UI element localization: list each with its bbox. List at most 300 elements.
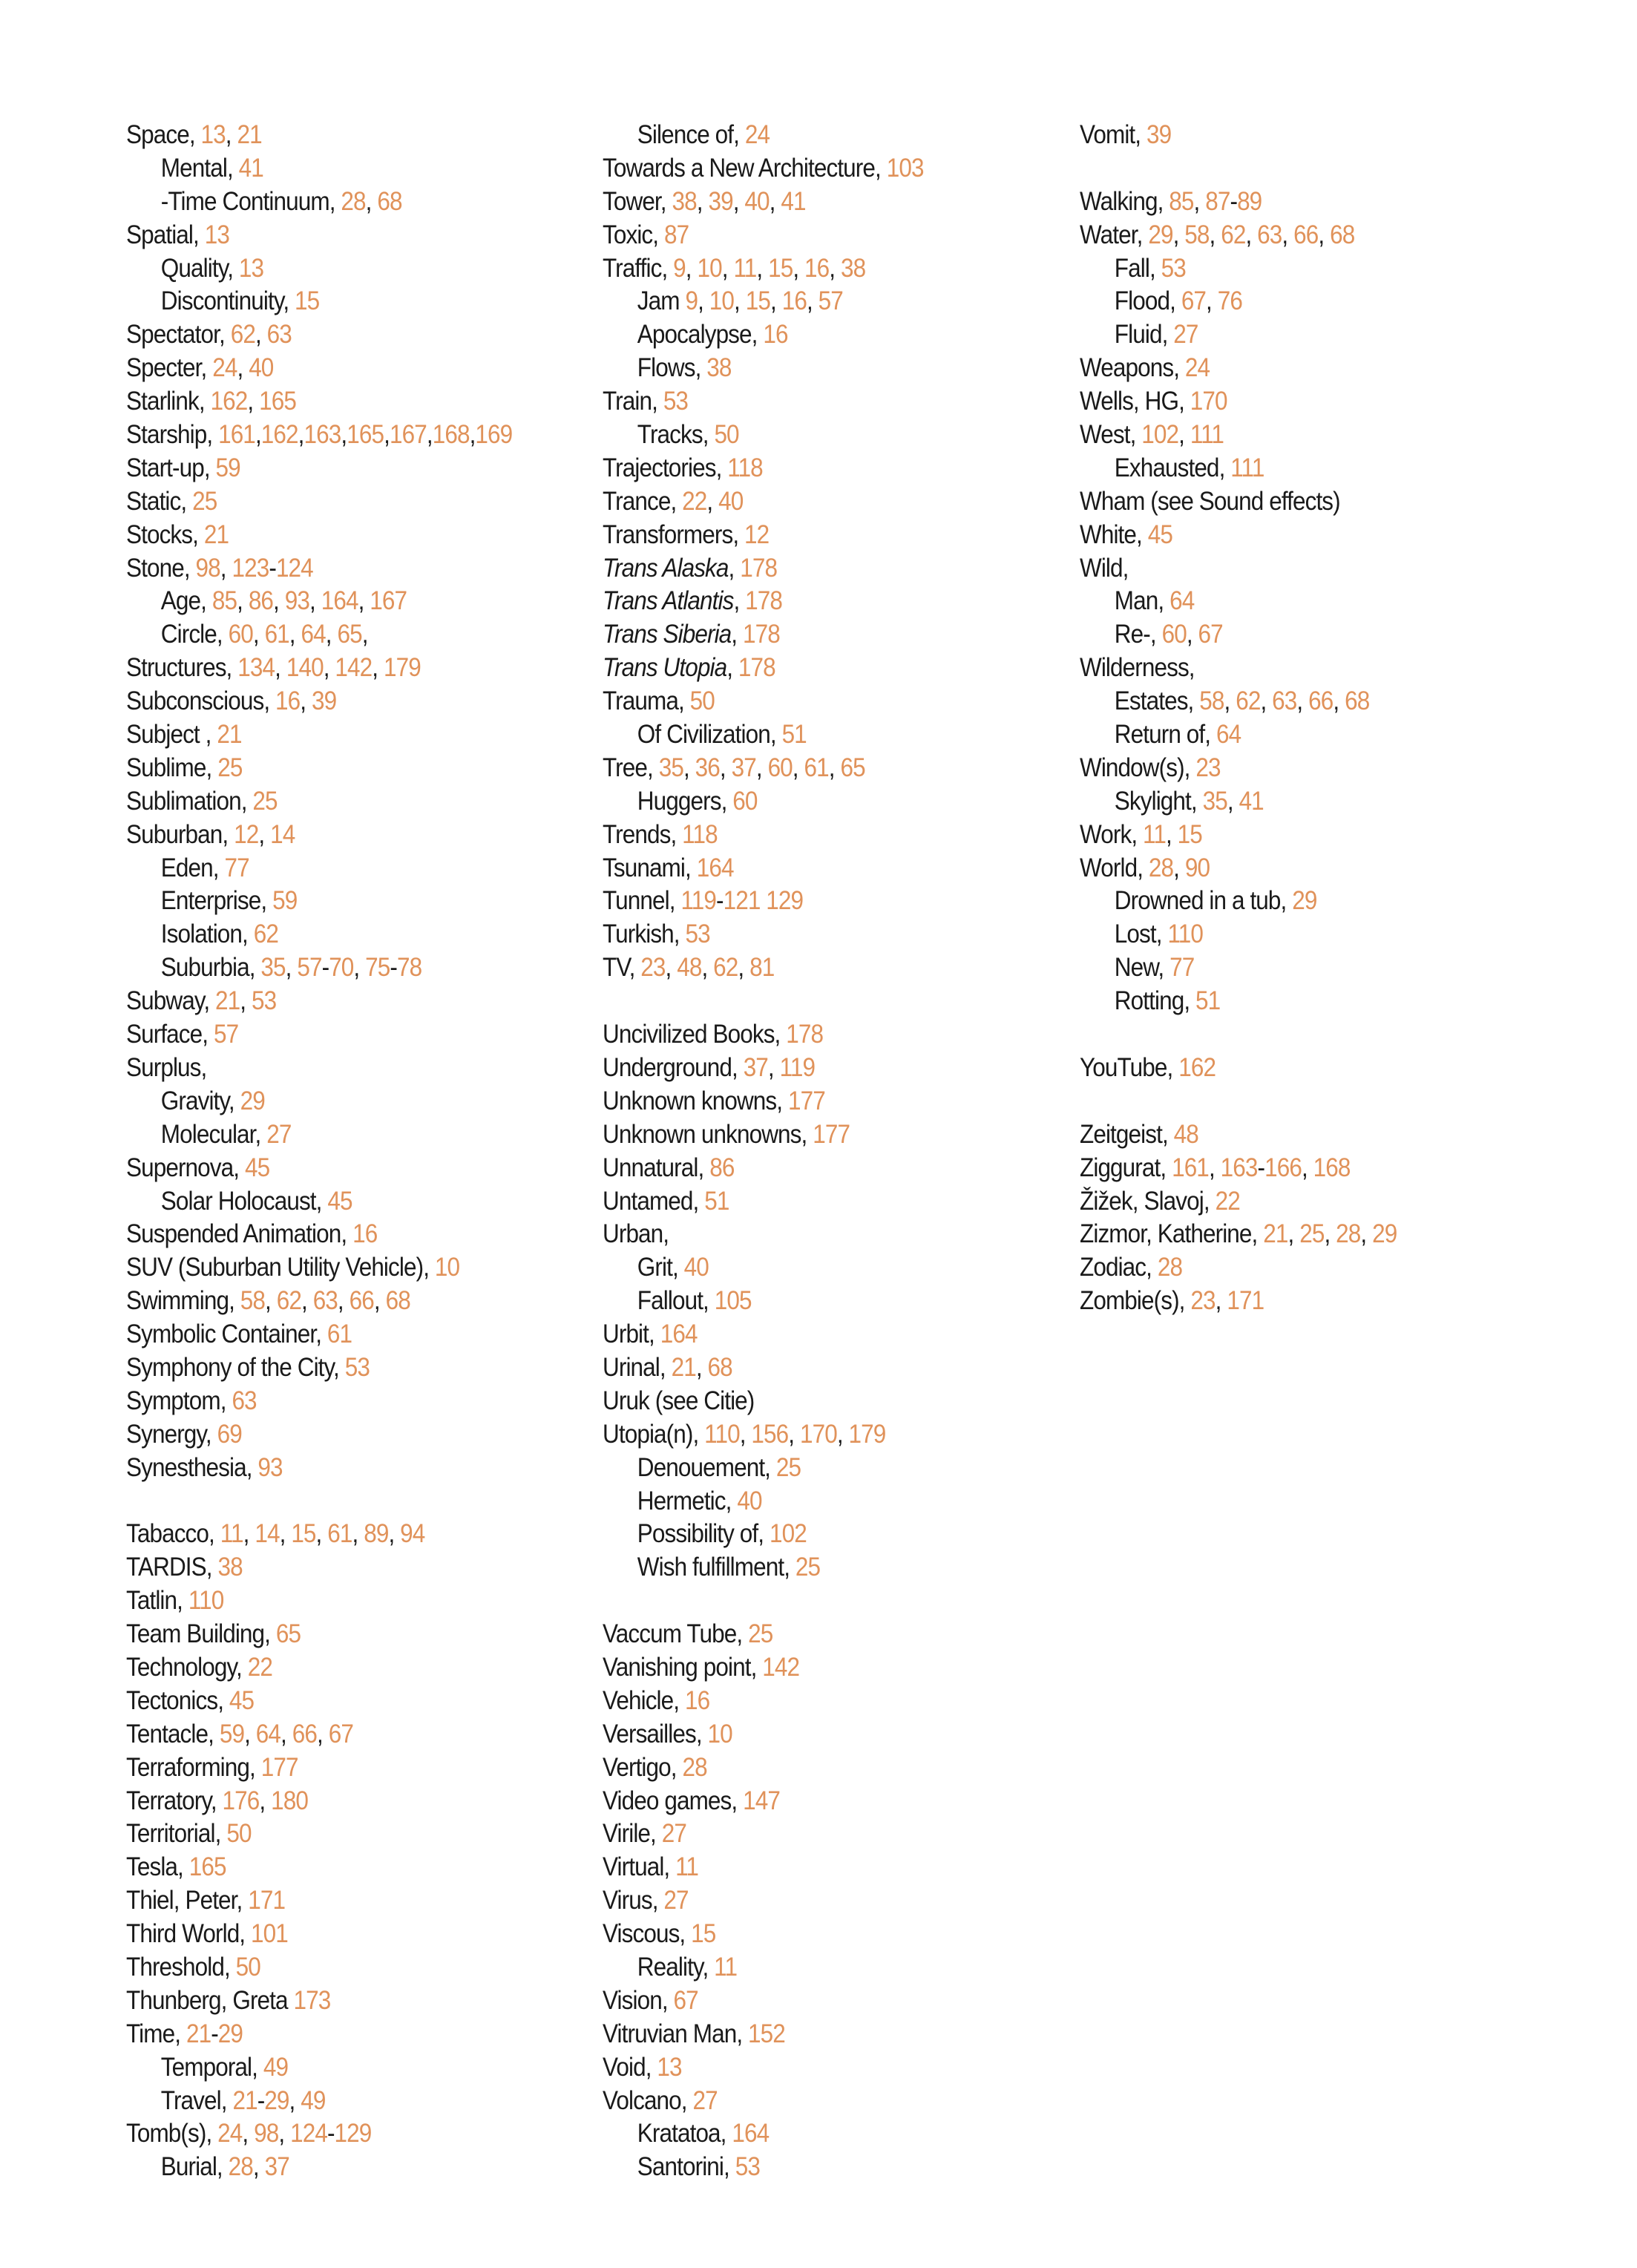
page-reference[interactable]: 68 xyxy=(1345,686,1370,716)
page-reference[interactable]: 10 xyxy=(434,1253,460,1282)
page-reference[interactable]: 48 xyxy=(677,953,702,983)
page-reference[interactable]: 21 xyxy=(215,986,240,1016)
index-term: Wild xyxy=(1080,553,1123,583)
index-term: Subway xyxy=(126,986,204,1016)
page-reference[interactable]: 58 xyxy=(1184,220,1210,249)
page-reference[interactable]: 27 xyxy=(266,1119,292,1149)
page-reference[interactable]: 77 xyxy=(224,853,249,882)
page-reference[interactable]: 170 xyxy=(1190,387,1227,416)
page-reference[interactable]: 37 xyxy=(731,753,756,782)
index-term: Huggers xyxy=(637,786,721,816)
page-reference[interactable]: 75 xyxy=(365,953,390,983)
index-entry: Vanishing point, 142 xyxy=(603,1652,800,1682)
page-reference[interactable]: 40 xyxy=(737,1486,762,1515)
index-subentry: Of Civilization, 51 xyxy=(637,720,807,750)
page-reference[interactable]: 63 xyxy=(266,320,292,350)
page-reference[interactable]: 57 xyxy=(297,953,322,983)
page-reference[interactable]: 13 xyxy=(204,220,229,249)
index-term: Technology xyxy=(126,1652,237,1682)
page-reference[interactable]: 178 xyxy=(740,553,778,583)
page-reference[interactable]: 41 xyxy=(238,153,263,183)
page-reference[interactable]: 178 xyxy=(738,653,775,683)
page-reference[interactable]: 167 xyxy=(389,420,427,450)
page-reference[interactable]: 87 xyxy=(663,220,689,249)
page-reference[interactable]: 25 xyxy=(1299,1219,1325,1249)
page-reference[interactable]: 28 xyxy=(228,2152,253,2182)
page-reference[interactable]: 45 xyxy=(1147,520,1172,549)
page-reference[interactable]: 64 xyxy=(255,1719,281,1748)
page-reference[interactable]: 61 xyxy=(327,1320,352,1349)
page-reference[interactable]: 87 xyxy=(1205,186,1230,216)
page-reference[interactable]: 21 xyxy=(1263,1219,1288,1249)
page-reference[interactable]: 38 xyxy=(706,353,732,383)
index-subentry: Fall, 53 xyxy=(1114,253,1186,283)
page-reference[interactable]: 40 xyxy=(744,186,770,216)
page-reference[interactable]: 76 xyxy=(1217,286,1243,316)
index-subentry: Denouement, 25 xyxy=(637,1452,801,1482)
page-reference[interactable]: 90 xyxy=(1184,853,1210,882)
page-reference[interactable]: 57 xyxy=(818,286,843,316)
page-reference[interactable]: 59 xyxy=(219,1719,245,1748)
page-reference[interactable]: 28 xyxy=(341,186,366,216)
page-reference[interactable]: 29 xyxy=(217,2019,243,2048)
page-reference[interactable]: 66 xyxy=(292,1719,317,1748)
page-reference[interactable]: 58 xyxy=(1199,686,1224,716)
page-reference[interactable]: 15 xyxy=(768,253,793,283)
index-term: Age xyxy=(160,586,201,616)
page-reference[interactable]: 61 xyxy=(804,753,829,782)
page-reference[interactable]: 152 xyxy=(748,2019,785,2048)
page-reference[interactable]: 29 xyxy=(1292,886,1317,916)
page-reference[interactable]: 121 xyxy=(723,886,761,916)
page-reference[interactable]: 156 xyxy=(751,1419,789,1449)
page-reference[interactable]: 67 xyxy=(1181,286,1207,316)
page-reference[interactable]: 24 xyxy=(217,2119,243,2149)
page-reference[interactable]: 28 xyxy=(1336,1219,1361,1249)
page-reference[interactable]: 40 xyxy=(683,1253,709,1282)
page-reference[interactable]: 23 xyxy=(640,953,666,983)
page-reference[interactable]: 165 xyxy=(259,387,296,416)
page-reference[interactable]: 147 xyxy=(743,1786,780,1815)
index-term: -Time Continuum xyxy=(160,186,329,216)
page-reference[interactable]: 41 xyxy=(1239,786,1264,816)
page-reference[interactable]: 98 xyxy=(195,553,220,583)
page-reference[interactable]: 94 xyxy=(400,1519,425,1549)
page-reference[interactable]: 64 xyxy=(1169,586,1195,616)
page-reference[interactable]: 85 xyxy=(211,586,237,616)
index-term: Traffic xyxy=(603,253,662,283)
page-reference[interactable]: 62 xyxy=(253,920,278,949)
page-reference[interactable]: 53 xyxy=(344,1352,370,1382)
page-reference[interactable]: 177 xyxy=(260,1752,298,1782)
page-reference[interactable]: 89 xyxy=(1237,186,1262,216)
page-reference[interactable]: 58 xyxy=(240,1286,266,1316)
page-reference[interactable]: 102 xyxy=(1141,420,1179,450)
page-reference[interactable]: 35 xyxy=(658,753,683,782)
page-reference[interactable]: 41 xyxy=(781,186,806,216)
index-term: Suburban xyxy=(126,819,223,849)
page-reference[interactable]: 37 xyxy=(264,2152,289,2182)
page-reference[interactable]: 11 xyxy=(220,1519,243,1549)
page-reference[interactable]: 39 xyxy=(1146,120,1172,149)
page-reference[interactable]: 28 xyxy=(682,1752,707,1782)
page-reference[interactable]: 166 xyxy=(1264,1153,1302,1182)
page-reference[interactable]: 119 xyxy=(680,886,716,916)
page-reference[interactable]: 25 xyxy=(795,1553,821,1582)
index-subentry: Fallout, 105 xyxy=(637,1286,752,1316)
page-reference[interactable]: 66 xyxy=(1293,220,1319,249)
page-reference[interactable]: 53 xyxy=(1161,253,1186,283)
page-reference[interactable]: 45 xyxy=(229,1685,255,1715)
page-reference[interactable]: 81 xyxy=(749,953,775,983)
index-entry: Virus, 27 xyxy=(603,1886,689,1915)
page-reference[interactable]: 45 xyxy=(327,1186,352,1216)
page-reference[interactable]: 142 xyxy=(335,653,373,683)
page-reference[interactable]: 162 xyxy=(260,420,298,450)
page-reference[interactable]: 29 xyxy=(1148,220,1173,249)
page-reference[interactable]: 14 xyxy=(255,1519,280,1549)
index-term: Threshold xyxy=(126,1952,224,1982)
index-subentry: Kratatoa, 164 xyxy=(637,2119,770,2149)
page-reference[interactable]: 66 xyxy=(349,1286,374,1316)
index-entry: Work, 11, 15 xyxy=(1080,819,1202,849)
page-reference[interactable]: 29 xyxy=(264,2085,289,2115)
page-reference[interactable]: 29 xyxy=(240,1086,265,1115)
page-reference[interactable]: 40 xyxy=(249,353,274,383)
page-reference[interactable]: 178 xyxy=(745,586,783,616)
index-subentry: Travel, 21-29, 49 xyxy=(160,2085,326,2115)
page-reference[interactable]: 119 xyxy=(779,1052,816,1082)
page-reference[interactable]: 140 xyxy=(286,653,324,683)
page-reference[interactable]: 63 xyxy=(1257,220,1282,249)
page-reference[interactable]: 123 xyxy=(232,553,269,583)
index-term: Tomb(s) xyxy=(126,2119,206,2149)
page-reference[interactable]: 51 xyxy=(704,1186,729,1216)
page-reference[interactable]: 16 xyxy=(763,320,788,350)
page-reference[interactable]: 9 xyxy=(685,286,698,316)
page-reference[interactable]: 124 xyxy=(275,553,313,583)
page-reference[interactable]: 178 xyxy=(786,1020,824,1049)
index-term: West xyxy=(1080,420,1130,450)
page-reference[interactable]: 21 xyxy=(237,120,262,149)
page-reference[interactable]: 23 xyxy=(1195,753,1221,782)
page-reference[interactable]: 25 xyxy=(217,753,243,782)
page-reference[interactable]: 179 xyxy=(848,1419,886,1449)
page-reference[interactable]: 22 xyxy=(247,1652,272,1682)
index-term: Virus xyxy=(603,1886,652,1915)
page-reference[interactable]: 59 xyxy=(272,886,298,916)
page-reference[interactable]: 22 xyxy=(682,486,707,516)
page-reference[interactable]: 179 xyxy=(383,653,421,683)
page-reference[interactable]: 63 xyxy=(1272,686,1297,716)
page-reference[interactable]: 177 xyxy=(787,1086,825,1115)
page-reference[interactable]: 60 xyxy=(228,620,253,649)
page-reference[interactable]: 67 xyxy=(673,1985,698,2015)
page-reference[interactable]: 62 xyxy=(230,320,255,350)
page-reference[interactable]: 12 xyxy=(234,819,259,849)
index-entry: Wilderness, xyxy=(1080,653,1195,683)
page-reference[interactable]: 50 xyxy=(689,686,715,716)
index-term: Fallout xyxy=(637,1286,703,1316)
page-reference[interactable]: 50 xyxy=(235,1952,260,1982)
index-term: Trans Atlantis xyxy=(603,586,734,616)
page-reference[interactable]: 37 xyxy=(743,1052,768,1082)
index-entry: Urbit, 164 xyxy=(603,1320,698,1349)
page-reference[interactable]: 164 xyxy=(321,586,358,616)
page-reference[interactable]: 21 xyxy=(671,1352,696,1382)
page-reference[interactable]: 51 xyxy=(781,720,807,750)
page-reference[interactable]: 170 xyxy=(799,1419,837,1449)
page-reference[interactable]: 13 xyxy=(200,120,226,149)
index-term: Surplus xyxy=(126,1052,201,1082)
page-reference[interactable]: 62 xyxy=(276,1286,301,1316)
page-reference[interactable]: 65 xyxy=(840,753,865,782)
page-reference[interactable]: 24 xyxy=(212,353,237,383)
page-reference[interactable]: 85 xyxy=(1169,186,1194,216)
index-entry: Wild, xyxy=(1080,553,1129,583)
page-reference[interactable]: 38 xyxy=(217,1553,243,1582)
page-reference[interactable]: 53 xyxy=(735,2152,760,2182)
page-reference[interactable]: 35 xyxy=(260,953,286,983)
page-reference[interactable]: 16 xyxy=(275,686,301,716)
index-entry: Starship, 161,162,163,165,167,168,169 xyxy=(126,420,513,450)
page-reference[interactable]: 50 xyxy=(714,420,739,450)
page-reference[interactable]: 173 xyxy=(293,1985,331,2015)
page-reference[interactable]: 53 xyxy=(251,986,277,1016)
page-reference[interactable]: 67 xyxy=(328,1719,353,1748)
page-reference[interactable]: 89 xyxy=(364,1519,389,1549)
page-reference[interactable]: 28 xyxy=(1148,853,1174,882)
page-reference[interactable]: 12 xyxy=(744,520,770,549)
page-reference[interactable]: 110 xyxy=(188,1586,224,1616)
page-reference[interactable]: 16 xyxy=(781,286,807,316)
page-reference[interactable]: 171 xyxy=(248,1886,286,1915)
page-reference[interactable]: 59 xyxy=(215,453,240,482)
page-reference[interactable]: 10 xyxy=(707,1719,732,1748)
page-reference[interactable]: 164 xyxy=(660,1320,698,1349)
index-subentry: Age, 85, 86, 93, 164, 167 xyxy=(160,586,407,616)
page-reference[interactable]: 38 xyxy=(840,253,866,283)
page-reference[interactable]: 57 xyxy=(213,1020,239,1049)
page-reference[interactable]: 118 xyxy=(682,819,718,849)
page-reference[interactable]: 38 xyxy=(672,186,697,216)
page-reference[interactable]: 16 xyxy=(352,1219,378,1249)
page-reference[interactable]: 25 xyxy=(775,1452,801,1482)
page-reference[interactable]: 77 xyxy=(1169,953,1195,983)
page-reference[interactable]: 65 xyxy=(275,1619,301,1649)
page-reference[interactable]: 11 xyxy=(675,1852,699,1882)
page-reference[interactable]: 98 xyxy=(254,2119,279,2149)
page-reference[interactable]: 66 xyxy=(1308,686,1333,716)
page-reference[interactable]: 27 xyxy=(1173,320,1198,350)
page-reference[interactable]: 177 xyxy=(813,1119,850,1149)
page-reference[interactable]: 10 xyxy=(709,286,735,316)
index-term: Territorial xyxy=(126,1819,215,1849)
page-reference[interactable]: 27 xyxy=(692,2085,718,2115)
index-entry: Viscous, 15 xyxy=(603,1919,716,1949)
page-reference[interactable]: 163 xyxy=(1220,1153,1258,1182)
page-reference[interactable]: 15 xyxy=(295,286,320,316)
page-reference[interactable]: 164 xyxy=(732,2119,770,2149)
page-reference[interactable]: 11 xyxy=(714,1952,738,1982)
page-reference[interactable]: 167 xyxy=(370,586,407,616)
page-reference[interactable]: 27 xyxy=(663,1886,689,1915)
page-reference[interactable]: 16 xyxy=(684,1685,710,1715)
index-term: Santorini xyxy=(637,2152,724,2182)
page-reference[interactable]: 15 xyxy=(745,286,770,316)
page-reference[interactable]: 11 xyxy=(1143,819,1166,849)
page-reference[interactable]: 101 xyxy=(251,1919,288,1949)
page-reference[interactable]: 22 xyxy=(1215,1186,1240,1216)
index-entry: Vitruvian Man, 152 xyxy=(603,2019,785,2048)
index-entry: Underground, 37, 119 xyxy=(603,1052,816,1082)
page-reference[interactable]: 39 xyxy=(311,686,337,716)
page-reference[interactable]: 21 xyxy=(203,520,229,549)
page-reference[interactable]: 60 xyxy=(732,786,758,816)
page-reference[interactable]: 124 xyxy=(290,2119,327,2149)
page-reference[interactable]: 53 xyxy=(663,387,689,416)
page-reference[interactable]: 45 xyxy=(244,1153,270,1182)
page-reference[interactable]: 25 xyxy=(252,786,278,816)
page-reference[interactable]: 110 xyxy=(704,1419,740,1449)
page-reference[interactable]: 60 xyxy=(1161,620,1187,649)
index-term: Urinal xyxy=(603,1352,660,1382)
page-reference[interactable]: 162 xyxy=(1178,1052,1216,1082)
page-reference[interactable]: 134 xyxy=(237,653,275,683)
page-reference[interactable]: 63 xyxy=(232,1386,257,1415)
page-reference[interactable]: 105 xyxy=(714,1286,752,1316)
page-reference[interactable]: 61 xyxy=(327,1519,352,1549)
page-reference[interactable]: 27 xyxy=(661,1819,687,1849)
page-reference[interactable]: 62 xyxy=(1236,686,1261,716)
index-entry: Vision, 67 xyxy=(603,1985,698,2015)
page-reference[interactable]: 23 xyxy=(1190,1286,1216,1316)
page-reference[interactable]: 111 xyxy=(1190,420,1224,450)
page-reference[interactable]: 64 xyxy=(1216,720,1241,750)
page-reference[interactable]: 111 xyxy=(1230,453,1264,482)
page-reference[interactable]: 11 xyxy=(733,253,757,283)
page-reference[interactable]: 49 xyxy=(263,2052,289,2082)
page-reference[interactable]: 13 xyxy=(657,2052,682,2082)
page-reference[interactable]: 168 xyxy=(1313,1153,1351,1182)
page-reference[interactable]: 28 xyxy=(1157,1253,1183,1282)
index-term: Solar Holocaust xyxy=(160,1186,316,1216)
page-reference[interactable]: 164 xyxy=(696,853,734,882)
page-reference[interactable]: 49 xyxy=(301,2085,326,2115)
page-reference[interactable]: 25 xyxy=(192,486,217,516)
page-reference[interactable]: 68 xyxy=(385,1286,410,1316)
page-reference[interactable]: 93 xyxy=(257,1452,283,1482)
page-reference[interactable]: 110 xyxy=(1167,920,1203,949)
page-reference[interactable]: 129 xyxy=(334,2119,372,2149)
index-term: Train xyxy=(603,387,652,416)
page-reference[interactable]: 62 xyxy=(713,953,738,983)
index-term: Urbit xyxy=(603,1320,649,1349)
page-reference[interactable]: 10 xyxy=(697,253,722,283)
page-reference[interactable]: 102 xyxy=(769,1519,807,1549)
index-entry: Uncivilized Books, 178 xyxy=(603,1020,824,1049)
page-reference[interactable]: 171 xyxy=(1227,1286,1264,1316)
page-reference[interactable]: 35 xyxy=(1202,786,1227,816)
index-term: White xyxy=(1080,520,1137,549)
page-reference[interactable]: 129 xyxy=(766,886,804,916)
page-reference[interactable]: 29 xyxy=(1372,1219,1397,1249)
page-reference[interactable]: 180 xyxy=(271,1786,308,1815)
page-reference[interactable]: 118 xyxy=(727,453,763,482)
page-reference[interactable]: 70 xyxy=(329,953,354,983)
page-reference[interactable]: 86 xyxy=(248,586,274,616)
index-subentry: Molecular, 27 xyxy=(160,1119,292,1149)
page-reference[interactable]: 161 xyxy=(1172,1153,1209,1182)
index-term: Travel xyxy=(160,2085,221,2115)
index-entry: Window(s), 23 xyxy=(1080,753,1221,782)
page-reference[interactable]: 9 xyxy=(673,253,686,283)
page-reference[interactable]: 69 xyxy=(217,1419,242,1449)
page-reference[interactable]: 15 xyxy=(291,1519,316,1549)
index-term: Sublime xyxy=(126,753,206,782)
page-reference[interactable]: 24 xyxy=(744,120,770,149)
page-reference[interactable]: 163 xyxy=(304,420,341,450)
page-reference[interactable]: 162 xyxy=(210,387,248,416)
page-reference[interactable]: 48 xyxy=(1173,1119,1198,1149)
page-reference[interactable]: 68 xyxy=(377,186,402,216)
index-term: Terraforming xyxy=(126,1752,250,1782)
page-reference[interactable]: 25 xyxy=(748,1619,773,1649)
page-reference[interactable]: 39 xyxy=(708,186,733,216)
page-reference[interactable]: 36 xyxy=(695,753,720,782)
page-reference[interactable]: 68 xyxy=(1330,220,1355,249)
page-reference[interactable]: 24 xyxy=(1184,353,1210,383)
page-reference[interactable]: 13 xyxy=(238,253,264,283)
page-reference[interactable]: 61 xyxy=(264,620,289,649)
page-reference[interactable]: 86 xyxy=(709,1153,735,1182)
page-reference[interactable]: 15 xyxy=(1177,819,1202,849)
page-reference[interactable]: 65 xyxy=(337,620,362,649)
page-reference[interactable]: 176 xyxy=(222,1786,260,1815)
page-reference[interactable]: 50 xyxy=(226,1819,252,1849)
page-reference[interactable]: 142 xyxy=(762,1652,800,1682)
page-reference[interactable]: 68 xyxy=(707,1352,732,1382)
page-reference[interactable]: 67 xyxy=(1198,620,1223,649)
page-reference[interactable]: 53 xyxy=(685,920,710,949)
page-reference[interactable]: 21 xyxy=(217,720,242,750)
page-reference[interactable]: 165 xyxy=(188,1852,226,1882)
page-reference[interactable]: 161 xyxy=(218,420,255,450)
index-term: Trends xyxy=(603,819,671,849)
page-reference[interactable]: 40 xyxy=(718,486,744,516)
page-reference[interactable]: 168 xyxy=(432,420,470,450)
page-reference[interactable]: 165 xyxy=(347,420,384,450)
page-reference[interactable]: 60 xyxy=(767,753,793,782)
page-reference[interactable]: 16 xyxy=(804,253,830,283)
index-term: Tower xyxy=(603,186,660,216)
page-reference[interactable]: 51 xyxy=(1195,986,1221,1016)
page-reference[interactable]: 169 xyxy=(475,420,513,450)
page-reference[interactable]: 63 xyxy=(312,1286,338,1316)
index-entry: Stone, 98, 123-124 xyxy=(126,553,313,583)
page-reference[interactable]: 21 xyxy=(232,2085,257,2115)
index-entry: Ziggurat, 161, 163-166, 168 xyxy=(1080,1153,1351,1182)
page-reference[interactable]: 21 xyxy=(186,2019,211,2048)
page-reference[interactable]: 103 xyxy=(886,153,924,183)
page-reference[interactable]: 14 xyxy=(270,819,295,849)
page-reference[interactable]: 178 xyxy=(743,620,780,649)
page-reference[interactable]: 78 xyxy=(396,953,422,983)
page-reference[interactable]: 93 xyxy=(284,586,310,616)
page-reference[interactable]: 15 xyxy=(691,1919,716,1949)
page-reference[interactable]: 62 xyxy=(1221,220,1246,249)
page-reference[interactable]: 64 xyxy=(301,620,326,649)
